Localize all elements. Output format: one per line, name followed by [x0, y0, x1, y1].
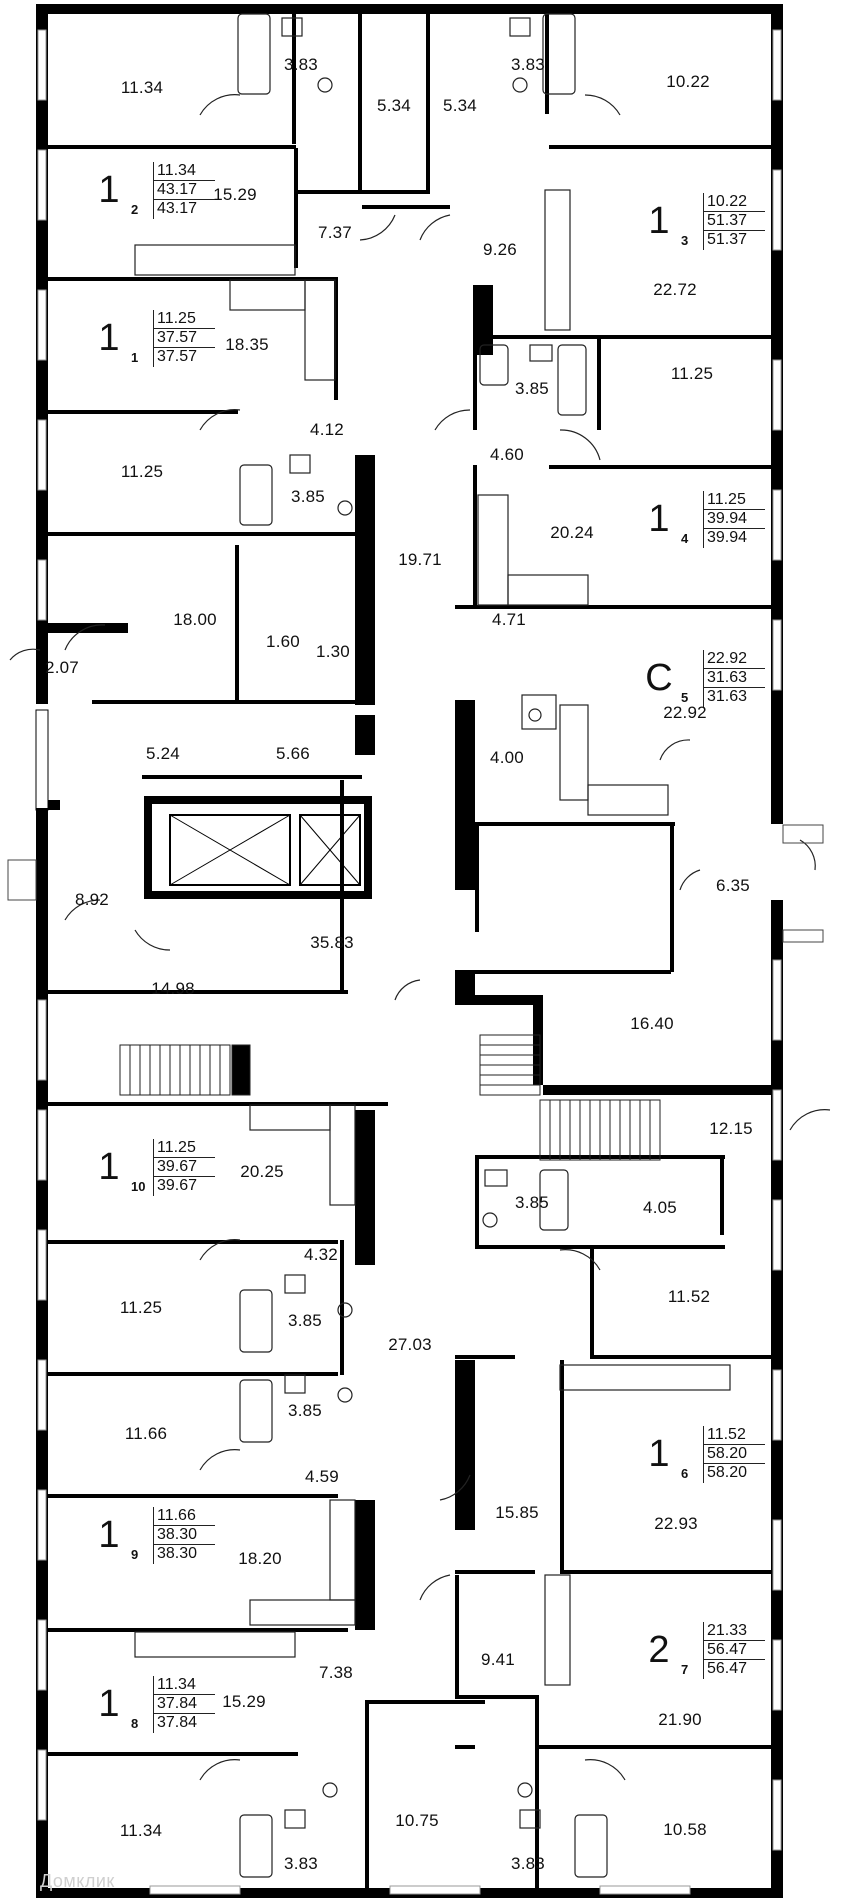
total-area-2: 39.94	[703, 529, 765, 548]
room-area: 3.85	[291, 487, 325, 506]
living-area: 11.34	[153, 1676, 215, 1695]
room-area: 16.40	[630, 1014, 674, 1033]
apartment-badge[interactable]	[645, 491, 765, 548]
room-area: 3.85	[515, 379, 549, 398]
room-area: 18.00	[173, 610, 217, 629]
room-area: 4.00	[490, 748, 524, 767]
room-area: 5.34	[443, 96, 477, 115]
apartment-badge[interactable]	[95, 1507, 215, 1564]
total-area: 39.67	[153, 1158, 215, 1177]
room-area: 22.72	[653, 280, 697, 299]
room-count: С	[645, 657, 673, 699]
living-area: 11.25	[703, 491, 765, 510]
room-area: 3.83	[511, 1854, 545, 1873]
room-count: 1	[648, 498, 670, 540]
room-area: 5.66	[276, 744, 310, 763]
apartment-badge[interactable]	[95, 162, 215, 219]
living-area: 11.34	[153, 162, 215, 181]
room-area: 20.24	[550, 523, 594, 542]
room-area: 3.83	[284, 1854, 318, 1873]
room-area: 22.93	[654, 1514, 698, 1533]
apartment-badge[interactable]	[645, 1426, 765, 1483]
apartment-number: 7	[681, 1662, 689, 1677]
room-area: 11.25	[119, 1298, 163, 1317]
room-count: 1	[98, 317, 120, 359]
total-area-2: 37.84	[153, 1714, 215, 1733]
room-area: 4.59	[305, 1467, 339, 1486]
total-area: 58.20	[703, 1445, 765, 1464]
room-count: 1	[98, 1146, 120, 1188]
room-area: 3.85	[288, 1311, 322, 1330]
room-count: 1	[648, 1433, 670, 1475]
room-area: 15.29	[213, 185, 257, 204]
total-area: 56.47	[703, 1641, 765, 1660]
living-area: 11.25	[153, 1139, 215, 1158]
room-area: 7.37	[318, 223, 352, 242]
apartment-number: 6	[681, 1466, 689, 1481]
apartment-number: 8	[131, 1716, 139, 1731]
total-area-2: 56.47	[703, 1660, 765, 1679]
room-area: 10.75	[395, 1811, 439, 1830]
room-area: 11.66	[124, 1424, 168, 1443]
apartment-number: 1	[131, 350, 139, 365]
total-area: 37.84	[153, 1695, 215, 1714]
room-area: 19.71	[398, 550, 442, 569]
total-area-2: 39.67	[153, 1177, 215, 1196]
kitchen-counters	[135, 190, 730, 1685]
room-area: 11.25	[120, 462, 164, 481]
apartment-badge[interactable]	[645, 650, 765, 707]
apartment-number: 10	[131, 1179, 146, 1194]
room-area: 6.35	[716, 876, 750, 895]
apartment-number: 3	[681, 233, 689, 248]
watermark: Домклик	[40, 1871, 115, 1891]
room-count: 1	[98, 169, 120, 211]
room-area: 22.92	[663, 703, 707, 722]
total-area: 31.63	[703, 669, 765, 688]
room-area: 2.07	[45, 658, 79, 677]
apartment-badge[interactable]	[95, 1676, 215, 1733]
total-area: 38.30	[153, 1526, 215, 1545]
apartment-badge[interactable]	[645, 193, 765, 250]
apartment-number: 9	[131, 1547, 139, 1562]
room-area: 27.03	[388, 1335, 432, 1354]
apartment-badge[interactable]	[95, 310, 215, 367]
total-area-2: 51.37	[703, 231, 765, 250]
room-area: 15.29	[222, 1692, 266, 1711]
room-area: 11.52	[667, 1287, 711, 1306]
room-area: 1.60	[266, 632, 300, 651]
room-area: 4.05	[643, 1198, 677, 1217]
room-area: 11.25	[670, 364, 714, 383]
total-area-2: 31.63	[703, 688, 765, 707]
room-area: 35.83	[310, 933, 354, 952]
total-area-2: 43.17	[153, 200, 215, 219]
room-area: 10.22	[666, 72, 710, 91]
room-count: 2	[648, 1629, 670, 1671]
room-area: 4.60	[490, 445, 524, 464]
room-area: 5.34	[377, 96, 411, 115]
total-area-2: 58.20	[703, 1464, 765, 1483]
room-area: 4.12	[310, 420, 344, 439]
living-area: 10.22	[703, 193, 765, 212]
room-area: 10.58	[663, 1820, 707, 1839]
apartment-badge[interactable]	[95, 1139, 215, 1196]
room-area: 8.92	[75, 890, 109, 909]
living-area: 11.66	[153, 1507, 215, 1526]
living-area: 22.92	[703, 650, 765, 669]
room-area: 20.25	[240, 1162, 284, 1181]
total-area: 43.17	[153, 181, 215, 200]
room-area: 9.26	[483, 240, 517, 259]
room-area: 14.98	[151, 979, 195, 998]
room-count: 1	[98, 1514, 120, 1556]
elevator-shafts	[148, 800, 368, 895]
apartment-number: 2	[131, 202, 139, 217]
apartment-number: 4	[681, 531, 689, 546]
bathroom-fixtures	[238, 14, 607, 1877]
room-area: 18.20	[238, 1549, 282, 1568]
living-area: 21.33	[703, 1622, 765, 1641]
room-area: 21.90	[658, 1710, 702, 1729]
room-count: 1	[648, 200, 670, 242]
apartment-badge[interactable]	[645, 1622, 765, 1679]
room-area: 15.85	[495, 1503, 539, 1522]
room-area: 3.85	[288, 1401, 322, 1420]
room-area: 11.34	[120, 78, 164, 97]
total-area-2: 37.57	[153, 348, 215, 367]
living-area: 11.52	[703, 1426, 765, 1445]
room-area: 9.41	[481, 1650, 515, 1669]
room-count: 1	[98, 1683, 120, 1725]
apartment-number: 5	[681, 690, 689, 705]
room-area: 7.38	[319, 1663, 353, 1682]
room-area: 4.71	[492, 610, 526, 629]
room-area: 4.32	[304, 1245, 338, 1264]
room-area: 11.34	[119, 1821, 163, 1840]
total-area-2: 38.30	[153, 1545, 215, 1564]
total-area: 37.57	[153, 329, 215, 348]
total-area: 39.94	[703, 510, 765, 529]
room-area: 5.24	[146, 744, 180, 763]
room-area: 3.85	[515, 1193, 549, 1212]
room-area: 1.30	[316, 642, 350, 661]
total-area: 51.37	[703, 212, 765, 231]
room-area: 18.35	[225, 335, 269, 354]
room-area: 12.15	[709, 1119, 753, 1138]
balcony-outlines	[8, 825, 823, 942]
room-area: 3.83	[511, 55, 545, 74]
living-area: 11.25	[153, 310, 215, 329]
room-area: 3.83	[284, 55, 318, 74]
